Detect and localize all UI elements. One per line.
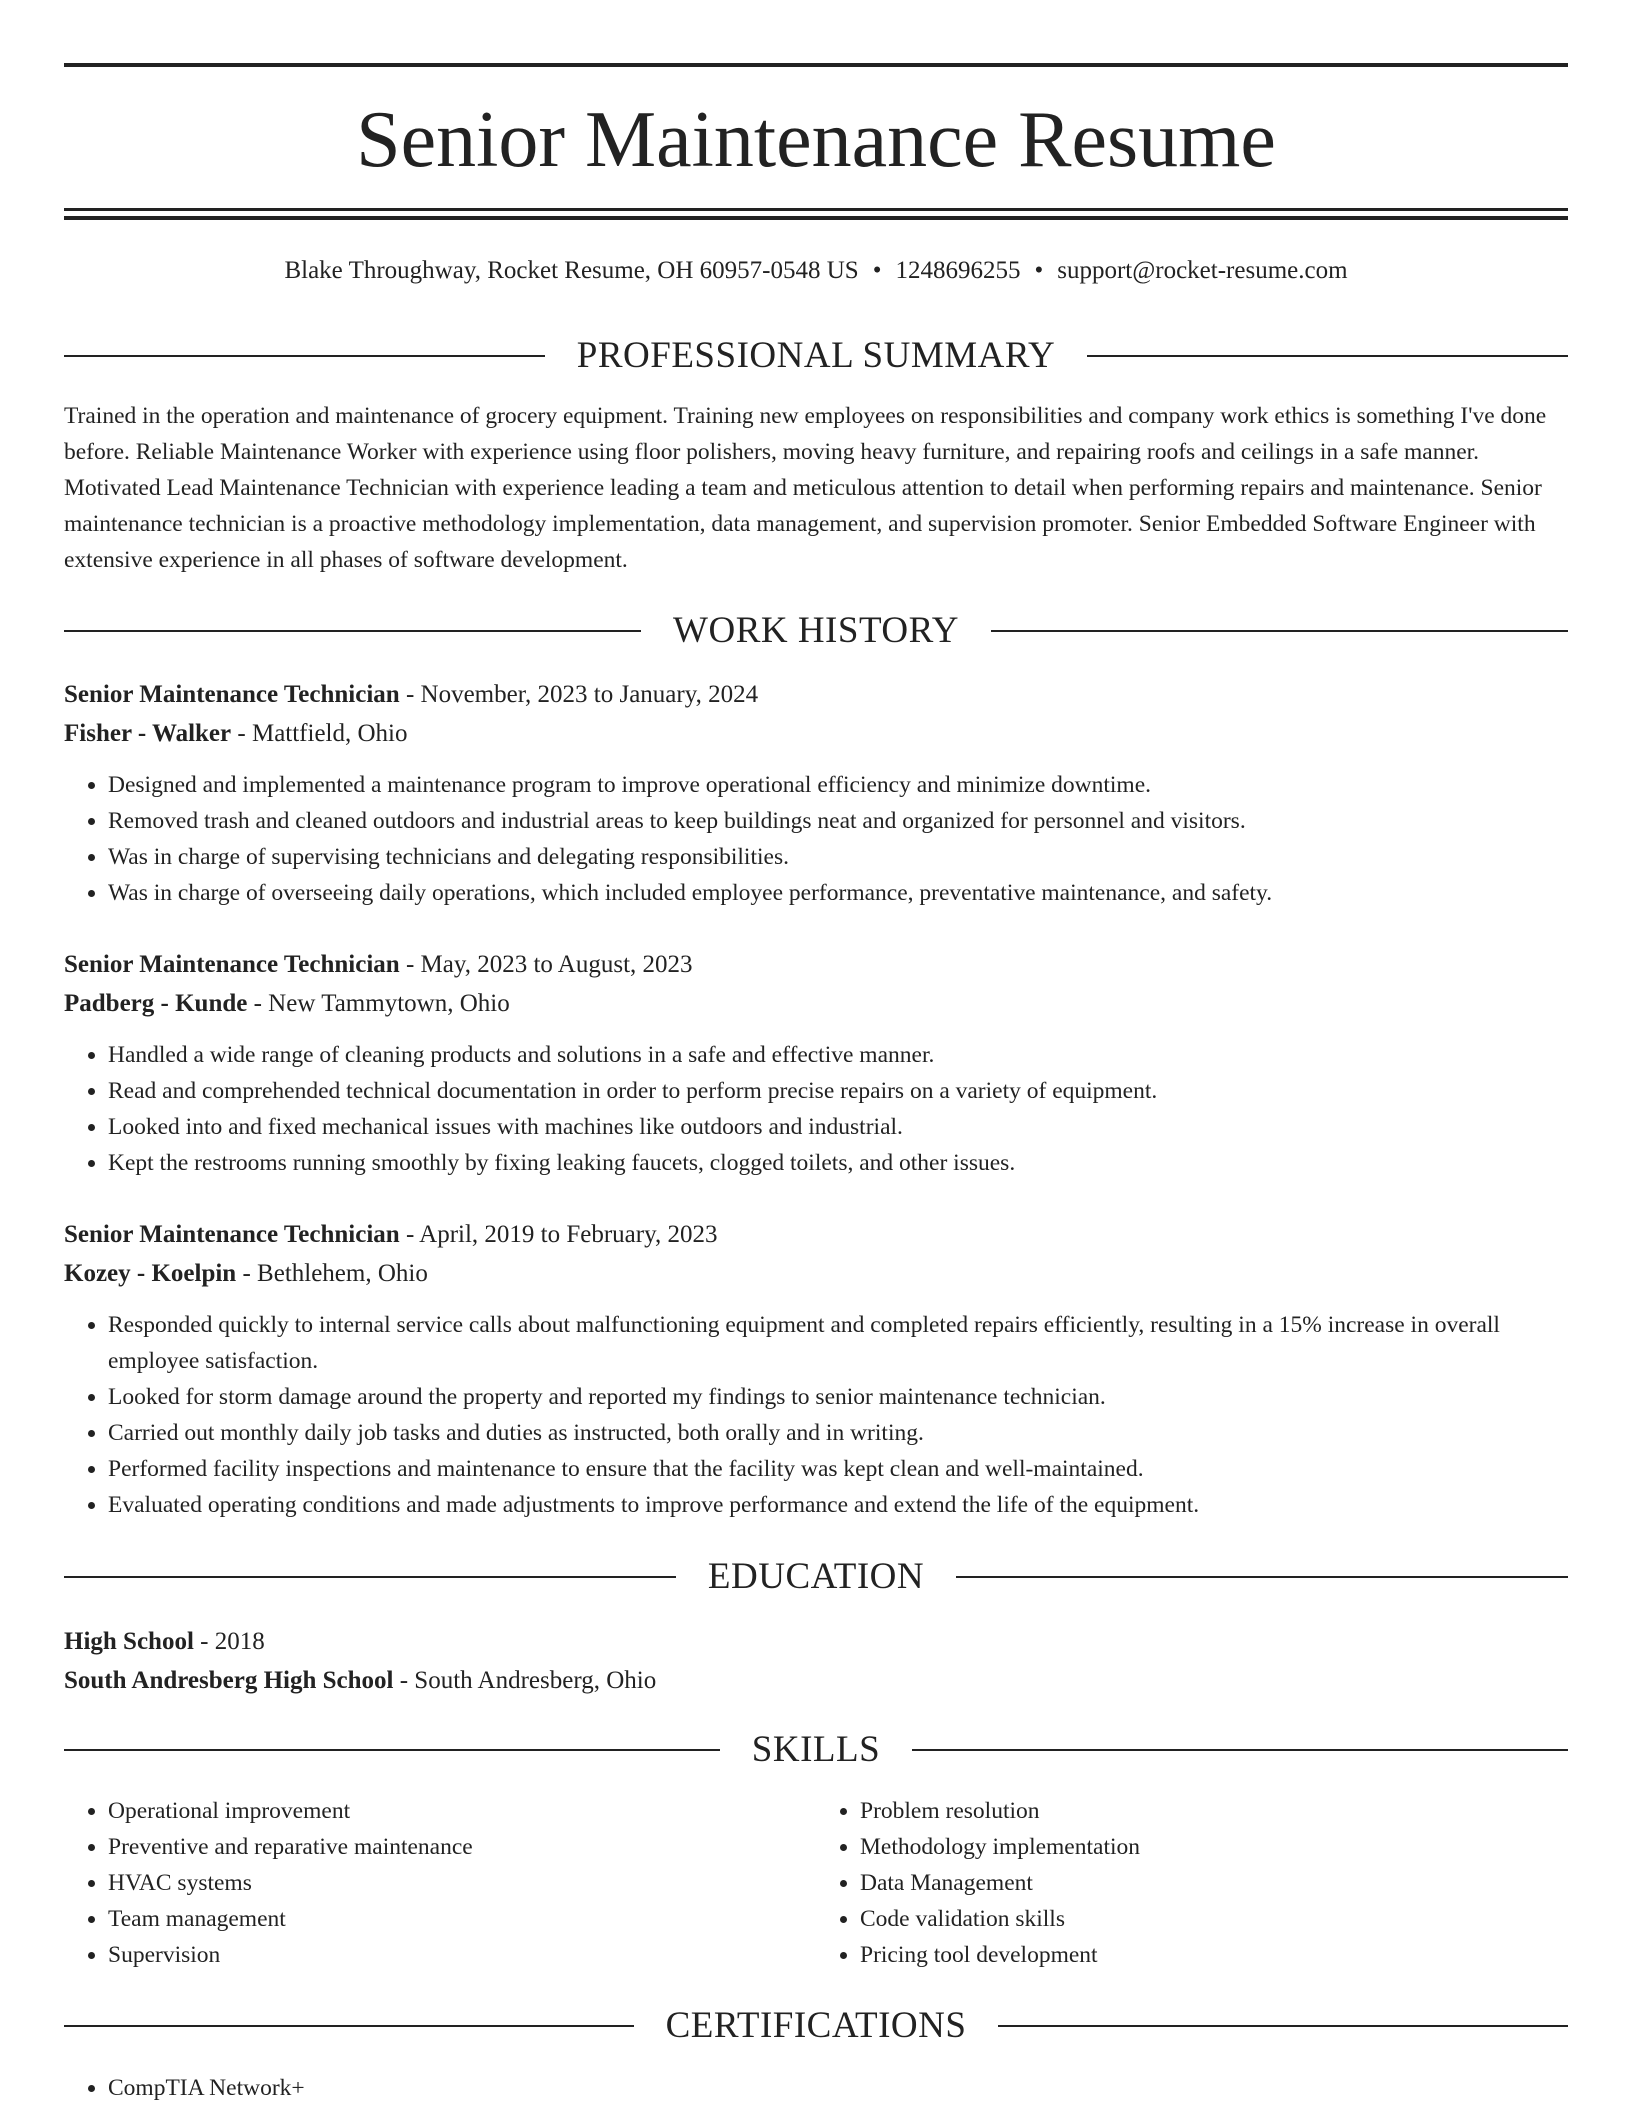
job-bullets [64, 1037, 1568, 1181]
skills-column-left [64, 1793, 816, 1973]
section-heading-certifications [64, 2004, 1568, 2048]
job-dates: - May, 2023 to August, 2023 [399, 951, 693, 978]
list-item: • Data Management [860, 1865, 1568, 1901]
list-item: • Removed trash and cleaned outdoors and industrial areas to keep buildings neat and organized for personnel and visitors. [108, 803, 1568, 839]
section-heading-work [64, 609, 1568, 653]
contact-separator: • [1034, 257, 1044, 284]
job-title: Senior Maintenance Technician [64, 951, 400, 978]
job-bullets [64, 767, 1568, 911]
job-bullets [64, 1307, 1568, 1523]
heading-rule [64, 630, 641, 632]
contact-address: Blake Throughway, Rocket Resume, OH 60957-0548 US [284, 257, 859, 284]
list-item: • Was in charge of overseeing daily operations, which included employee performance, preventative maintenance, and safety. [108, 875, 1568, 911]
contact-separator: • [872, 257, 882, 284]
job-company-line [64, 1254, 1568, 1293]
heading-rule [64, 1749, 720, 1751]
job-company: Kozey - Koelpin [64, 1260, 237, 1287]
contact-email: support@rocket-resume.com [1057, 257, 1348, 284]
job-company: Padberg - Kunde [64, 990, 248, 1017]
job-dates: - November, 2023 to January, 2024 [399, 681, 759, 708]
skills-list [64, 1793, 1568, 1973]
list-item: • Read and comprehended technical documentation in order to perform precise repairs on a variety of equipment. [108, 1073, 1568, 1109]
skills-column-right [816, 1793, 1568, 1973]
list-item: • Team management [108, 1901, 816, 1937]
title-double-rule [64, 208, 1568, 220]
heading-rule [991, 630, 1568, 632]
education-entry [64, 1622, 1568, 1700]
list-item: • Supervision [108, 1937, 816, 1973]
list-item: • Evaluated operating conditions and made adjustments to improve performance and extend the life of the equipment. [108, 1487, 1568, 1523]
job-title: Senior Maintenance Technician [64, 681, 400, 708]
education-degree: High School [64, 1628, 194, 1655]
heading-rule [64, 1576, 676, 1578]
summary-text: Trained in the operation and maintenance of grocery equipment. Training new employees on responsibilities and company work ethics is something I've done before. Reliable Maintenance Worker with experience using floor polishers, moving heavy furniture, and repairing roofs and ceilings in a safe manner. Motivated Lead Maintenance Technician with experience leading a team and meticulous attention to detail when performing repairs and maintenance. Senior maintenance technician is a proactive methodology implementation, data management, and supervision promoter. Senior Embedded Software Engineer with extensive experience in all phases of software development. [64, 403, 1547, 573]
education-location: - South Andresberg, Ohio [393, 1667, 657, 1694]
list-item: • Performed facility inspections and maintenance to ensure that the facility was kept clean and well-maintained. [108, 1451, 1568, 1487]
job-location: - Mattfield, Ohio [231, 720, 408, 747]
job-company-line [64, 984, 1568, 1023]
section-heading-skills [64, 1728, 1568, 1772]
heading-rule [1087, 355, 1568, 357]
top-rule [64, 63, 1568, 67]
job-company: Fisher - Walker [64, 720, 232, 747]
section-title: EDUCATION [707, 1556, 925, 1597]
list-item: • Kept the restrooms running smoothly by fixing leaking faucets, clogged toilets, and other issues. [108, 1145, 1568, 1181]
list-item: • Pricing tool development [860, 1937, 1568, 1973]
section-title: PROFESSIONAL SUMMARY [576, 335, 1056, 376]
job-title-line [64, 945, 1568, 984]
list-item: • Looked into and fixed mechanical issues with machines like outdoors and industrial. [108, 1109, 1568, 1145]
education-degree-line [64, 1622, 1568, 1661]
list-item: • Code validation skills [860, 1901, 1568, 1937]
section-heading-summary [64, 334, 1568, 378]
list-item: • Carried out monthly daily job tasks and duties as instructed, both orally and in writing. [108, 1415, 1568, 1451]
job-location: - New Tammytown, Ohio [247, 990, 510, 1017]
certifications-list [64, 2070, 1568, 2106]
job-location: - Bethlehem, Ohio [236, 1260, 428, 1287]
contact-phone: 1248696255 [895, 257, 1021, 284]
list-item: • Handled a wide range of cleaning products and solutions in a safe and effective manner. [108, 1037, 1568, 1073]
list-item: • Looked for storm damage around the property and reported my findings to senior maintenance technician. [108, 1379, 1568, 1415]
list-item: • CompTIA Network+ [108, 2070, 1568, 2106]
heading-rule [64, 355, 545, 357]
job-title-line [64, 675, 1568, 714]
certifications-bullets [64, 2070, 1568, 2106]
education-school: South Andresberg High School [64, 1667, 394, 1694]
list-item: • Operational improvement [108, 1793, 816, 1829]
list-item: • Methodology implementation [860, 1829, 1568, 1865]
list-item: • Problem resolution [860, 1793, 1568, 1829]
section-heading-education [64, 1555, 1568, 1599]
job-entry [64, 675, 1568, 911]
section-title: CERTIFICATIONS [665, 2005, 967, 2046]
job-title: Senior Maintenance Technician [64, 1221, 400, 1248]
section-title: WORK HISTORY [673, 610, 959, 651]
page-title: Senior Maintenance Resume [356, 96, 1276, 184]
job-entry [64, 1215, 1568, 1523]
list-item: • Designed and implemented a maintenance program to improve operational efficiency and minimize downtime. [108, 767, 1568, 803]
job-company-line [64, 714, 1568, 753]
job-title-line [64, 1215, 1568, 1254]
section-title: SKILLS [751, 1729, 881, 1770]
list-item: • Was in charge of supervising technicians and delegating responsibilities. [108, 839, 1568, 875]
list-item: • Responded quickly to internal service calls about malfunctioning equipment and completed repairs efficiently, resulting in a 15% increase in overall employee satisfaction. [108, 1307, 1568, 1379]
contact-line [64, 254, 1568, 288]
education-year: - 2018 [193, 1628, 265, 1655]
list-item: • Preventive and reparative maintenance [108, 1829, 816, 1865]
heading-rule [64, 2025, 634, 2027]
education-school-line [64, 1661, 1568, 1700]
job-entry [64, 945, 1568, 1181]
heading-rule [956, 1576, 1568, 1578]
heading-rule [912, 1749, 1568, 1751]
job-dates: - April, 2019 to February, 2023 [399, 1221, 718, 1248]
heading-rule [998, 2025, 1568, 2027]
list-item: • HVAC systems [108, 1865, 816, 1901]
